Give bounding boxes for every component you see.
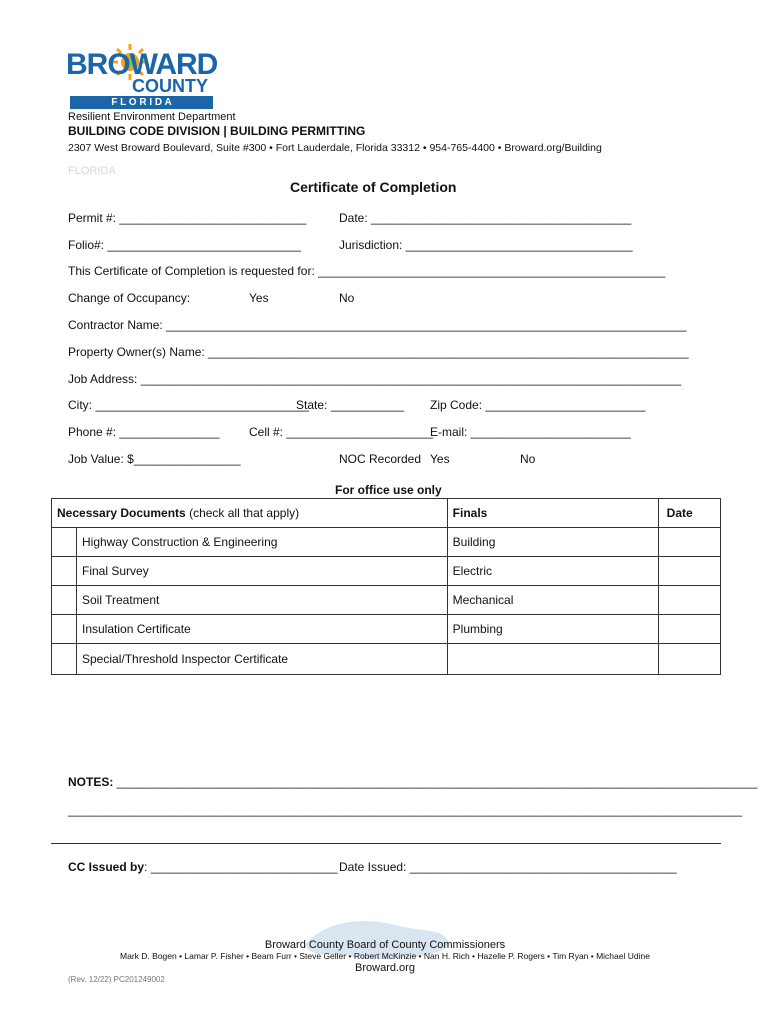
necessary-documents-header xyxy=(52,499,448,528)
notes-label: NOTES: xyxy=(68,775,114,789)
noc-no-option[interactable]: No xyxy=(520,452,536,466)
final-name: Plumbing xyxy=(447,615,658,644)
finals-header: Finals xyxy=(447,499,658,528)
noc-yes-option[interactable]: Yes xyxy=(430,452,450,466)
office-address: 2307 West Broward Boulevard, Suite #300 • Fort Lauderdale, Florida 33312 • 954-765-4400 • Broward.org/Building xyxy=(68,142,602,154)
document-name: Insulation Certificate xyxy=(77,615,448,644)
final-name: Mechanical xyxy=(447,586,658,615)
document-checkbox[interactable] xyxy=(52,528,77,557)
notes-line-1: ________________________________________________________________________________________________ xyxy=(113,775,758,789)
folio-field[interactable]: Folio#: _____________________________ xyxy=(68,238,301,252)
date-header: Date xyxy=(658,499,720,528)
board-name: Broward County Board of County Commissioners xyxy=(264,939,506,951)
table-row xyxy=(52,644,721,675)
notes-line-2[interactable]: _____________________________________________________________________________________________________ xyxy=(68,803,743,817)
final-name xyxy=(447,644,658,675)
necessary-documents-note: (check all that apply) xyxy=(185,506,300,520)
property-owner-field[interactable]: Property Owner(s) Name: ________________________________________________________________________ xyxy=(68,345,689,359)
commissioners-list: Mark D. Bogen • Lamar P. Fisher • Beam Furr • Steve Geller • Robert McKinzie • Nan H. Rich • Hazelle P. Rogers • Tim Ryan • Michael Udine xyxy=(120,951,650,961)
occupancy-yes-option[interactable]: Yes xyxy=(249,291,269,305)
ghost-watermark-text: FLORIDA xyxy=(68,165,116,177)
broward-county-logo xyxy=(66,46,216,110)
change-occupancy-label: Change of Occupancy: xyxy=(68,291,191,305)
document-checkbox[interactable] xyxy=(52,644,77,675)
office-use-heading: For office use only xyxy=(335,483,442,497)
noc-recorded-label: NOC Recorded xyxy=(339,452,422,466)
revision-number: (Rev. 12/22) PC201249002 xyxy=(68,975,165,984)
document-name: Final Survey xyxy=(77,557,448,586)
division-name: BUILDING CODE DIVISION | BUILDING PERMITTING xyxy=(68,124,366,138)
cc-issued-by-field[interactable] xyxy=(68,860,338,874)
state-field[interactable]: State: ___________ xyxy=(296,398,405,412)
logo-broward-text: BROWARD xyxy=(66,48,218,81)
final-name: Building xyxy=(447,528,658,557)
cc-issued-by-label: CC Issued by xyxy=(68,860,145,874)
phone-field[interactable]: Phone #: _______________ xyxy=(68,425,220,439)
job-value-field[interactable]: Job Value: $________________ xyxy=(68,452,241,466)
zip-code-field[interactable]: Zip Code: ________________________ xyxy=(430,398,646,412)
email-field[interactable]: E-mail: ________________________ xyxy=(430,425,631,439)
occupancy-no-option[interactable]: No xyxy=(339,291,355,305)
date-issued-field[interactable]: Date Issued: ________________________________________ xyxy=(339,860,677,874)
final-date-cell[interactable] xyxy=(658,586,720,615)
job-address-field[interactable]: Job Address: _________________________________________________________________________________ xyxy=(68,372,682,386)
final-date-cell[interactable] xyxy=(658,615,720,644)
document-name: Highway Construction & Engineering xyxy=(77,528,448,557)
table-row xyxy=(52,557,721,586)
logo-county-text: COUNTY xyxy=(132,76,208,96)
office-use-table xyxy=(51,498,721,675)
document-checkbox[interactable] xyxy=(52,586,77,615)
document-name: Special/Threshold Inspector Certificate xyxy=(77,644,448,675)
date-field[interactable]: Date: _______________________________________ xyxy=(339,211,632,225)
cc-issued-by-line: : ____________________________ xyxy=(144,860,338,874)
permit-field[interactable]: Permit #: ____________________________ xyxy=(68,211,307,225)
requested-for-field[interactable]: This Certificate of Completion is requested for: ____________________________________________________ xyxy=(68,264,666,278)
document-name: Soil Treatment xyxy=(77,586,448,615)
table-row xyxy=(52,586,721,615)
final-date-cell[interactable] xyxy=(658,528,720,557)
section-divider xyxy=(51,843,721,844)
necessary-documents-title: Necessary Documents xyxy=(57,506,186,520)
cell-field[interactable]: Cell #: ______________________ xyxy=(249,425,434,439)
city-field[interactable]: City: ________________________________ xyxy=(68,398,309,412)
document-checkbox[interactable] xyxy=(52,557,77,586)
table-header-row xyxy=(52,499,721,528)
contractor-name-field[interactable]: Contractor Name: ______________________________________________________________________________ xyxy=(68,318,687,332)
table-row xyxy=(52,615,721,644)
document-checkbox[interactable] xyxy=(52,615,77,644)
table-row xyxy=(52,528,721,557)
form-title: Certificate of Completion xyxy=(290,179,457,195)
department-name: Resilient Environment Department xyxy=(68,111,236,123)
notes-field[interactable] xyxy=(68,775,757,789)
jurisdiction-field[interactable]: Jurisdiction: __________________________________ xyxy=(339,238,633,252)
final-date-cell[interactable] xyxy=(658,644,720,675)
logo-florida-bar: F L O R I D A xyxy=(70,96,213,109)
footer-website[interactable]: Broward.org xyxy=(355,962,415,974)
final-name: Electric xyxy=(447,557,658,586)
final-date-cell[interactable] xyxy=(658,557,720,586)
